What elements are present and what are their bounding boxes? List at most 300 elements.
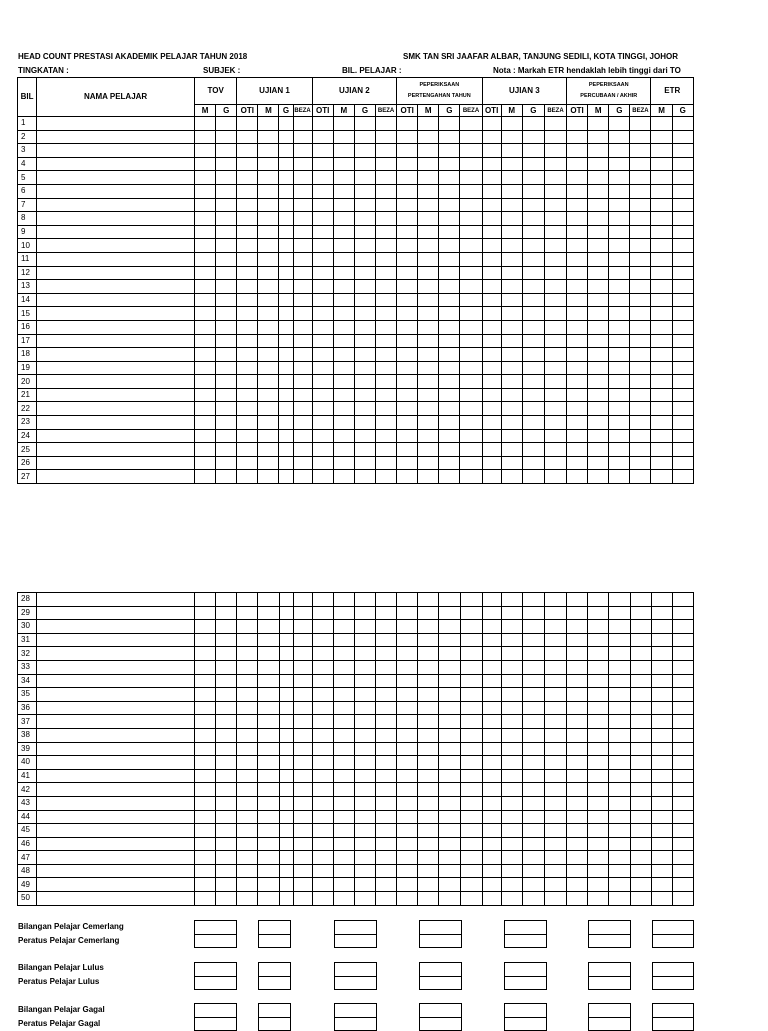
mark-cell[interactable] [279, 701, 293, 715]
mark-cell[interactable] [567, 225, 588, 239]
mark-cell[interactable] [651, 837, 672, 851]
mark-cell[interactable] [216, 647, 237, 661]
mark-cell[interactable] [522, 198, 544, 212]
mark-cell[interactable] [545, 810, 567, 824]
summary-input-box[interactable] [334, 962, 377, 990]
mark-cell[interactable] [397, 701, 418, 715]
mark-cell[interactable] [630, 117, 651, 131]
mark-cell[interactable] [258, 184, 279, 198]
mark-cell[interactable] [567, 456, 588, 470]
mark-cell[interactable] [651, 348, 672, 362]
mark-cell[interactable] [544, 456, 566, 470]
mark-cell[interactable] [195, 715, 216, 729]
mark-cell[interactable] [630, 252, 651, 266]
mark-cell[interactable] [333, 769, 354, 783]
mark-cell[interactable] [651, 144, 672, 158]
mark-cell[interactable] [333, 783, 354, 797]
mark-cell[interactable] [333, 307, 354, 321]
mark-cell[interactable] [333, 470, 354, 484]
mark-cell[interactable] [293, 647, 312, 661]
mark-cell[interactable] [482, 728, 501, 742]
mark-cell[interactable] [630, 620, 651, 634]
mark-cell[interactable] [545, 878, 567, 892]
student-name-cell[interactable] [37, 796, 195, 810]
mark-cell[interactable] [630, 402, 651, 416]
mark-cell[interactable] [354, 470, 375, 484]
mark-cell[interactable] [195, 688, 216, 702]
mark-cell[interactable] [672, 117, 693, 131]
mark-cell[interactable] [651, 266, 672, 280]
mark-cell[interactable] [216, 783, 237, 797]
mark-cell[interactable] [630, 593, 651, 607]
mark-cell[interactable] [522, 456, 544, 470]
mark-cell[interactable] [630, 796, 651, 810]
mark-cell[interactable] [293, 620, 312, 634]
mark-cell[interactable] [567, 402, 588, 416]
mark-cell[interactable] [567, 783, 588, 797]
mark-cell[interactable] [333, 239, 354, 253]
mark-cell[interactable] [672, 824, 693, 838]
mark-cell[interactable] [195, 171, 216, 185]
student-name-cell[interactable] [37, 837, 195, 851]
mark-cell[interactable] [312, 633, 333, 647]
mark-cell[interactable] [439, 239, 460, 253]
mark-cell[interactable] [630, 361, 651, 375]
mark-cell[interactable] [630, 851, 651, 865]
mark-cell[interactable] [354, 647, 375, 661]
mark-cell[interactable] [630, 756, 651, 770]
mark-cell[interactable] [567, 416, 588, 430]
mark-cell[interactable] [375, 117, 396, 131]
mark-cell[interactable] [630, 824, 651, 838]
mark-cell[interactable] [567, 769, 588, 783]
student-name-cell[interactable] [37, 361, 195, 375]
mark-cell[interactable] [312, 715, 333, 729]
student-name-cell[interactable] [37, 810, 195, 824]
mark-cell[interactable] [397, 688, 418, 702]
mark-cell[interactable] [258, 769, 279, 783]
mark-cell[interactable] [216, 796, 237, 810]
mark-cell[interactable] [609, 470, 630, 484]
mark-cell[interactable] [460, 252, 482, 266]
student-name-cell[interactable] [37, 688, 195, 702]
mark-cell[interactable] [630, 864, 651, 878]
summary-input-box[interactable] [652, 962, 694, 990]
student-name-cell[interactable] [37, 728, 195, 742]
mark-cell[interactable] [482, 647, 501, 661]
mark-cell[interactable] [397, 742, 418, 756]
mark-cell[interactable] [482, 824, 501, 838]
mark-cell[interactable] [237, 688, 258, 702]
mark-cell[interactable] [501, 878, 522, 892]
mark-cell[interactable] [293, 239, 312, 253]
mark-cell[interactable] [258, 660, 279, 674]
mark-cell[interactable] [375, 361, 396, 375]
mark-cell[interactable] [195, 388, 216, 402]
mark-cell[interactable] [482, 171, 501, 185]
mark-cell[interactable] [279, 416, 293, 430]
mark-cell[interactable] [651, 647, 672, 661]
mark-cell[interactable] [609, 742, 630, 756]
mark-cell[interactable] [672, 429, 693, 443]
mark-cell[interactable] [501, 157, 522, 171]
mark-cell[interactable] [293, 130, 312, 144]
mark-cell[interactable] [375, 456, 396, 470]
mark-cell[interactable] [279, 157, 293, 171]
student-name-cell[interactable] [37, 266, 195, 280]
mark-cell[interactable] [672, 280, 693, 294]
mark-cell[interactable] [279, 864, 293, 878]
mark-cell[interactable] [460, 456, 482, 470]
mark-cell[interactable] [258, 130, 279, 144]
mark-cell[interactable] [312, 239, 333, 253]
mark-cell[interactable] [672, 320, 693, 334]
mark-cell[interactable] [439, 361, 460, 375]
mark-cell[interactable] [397, 157, 418, 171]
mark-cell[interactable] [651, 593, 672, 607]
student-name-cell[interactable] [37, 756, 195, 770]
mark-cell[interactable] [501, 620, 522, 634]
mark-cell[interactable] [439, 688, 460, 702]
student-name-cell[interactable] [37, 864, 195, 878]
mark-cell[interactable] [544, 117, 566, 131]
mark-cell[interactable] [397, 252, 418, 266]
mark-cell[interactable] [293, 769, 312, 783]
mark-cell[interactable] [651, 402, 672, 416]
mark-cell[interactable] [588, 388, 609, 402]
mark-cell[interactable] [258, 225, 279, 239]
mark-cell[interactable] [333, 320, 354, 334]
mark-cell[interactable] [279, 307, 293, 321]
mark-cell[interactable] [482, 456, 501, 470]
mark-cell[interactable] [609, 416, 630, 430]
mark-cell[interactable] [376, 728, 397, 742]
mark-cell[interactable] [460, 348, 482, 362]
mark-cell[interactable] [216, 742, 237, 756]
mark-cell[interactable] [418, 633, 439, 647]
mark-cell[interactable] [279, 225, 293, 239]
mark-cell[interactable] [501, 756, 522, 770]
student-name-cell[interactable] [37, 715, 195, 729]
mark-cell[interactable] [216, 864, 237, 878]
mark-cell[interactable] [651, 470, 672, 484]
mark-cell[interactable] [418, 198, 439, 212]
mark-cell[interactable] [216, 130, 237, 144]
mark-cell[interactable] [293, 837, 312, 851]
mark-cell[interactable] [522, 443, 544, 457]
mark-cell[interactable] [567, 280, 588, 294]
student-name-cell[interactable] [37, 171, 195, 185]
mark-cell[interactable] [216, 728, 237, 742]
mark-cell[interactable] [672, 307, 693, 321]
mark-cell[interactable] [522, 320, 544, 334]
mark-cell[interactable] [293, 606, 312, 620]
mark-cell[interactable] [376, 593, 397, 607]
mark-cell[interactable] [588, 593, 609, 607]
mark-cell[interactable] [460, 144, 482, 158]
mark-cell[interactable] [312, 334, 333, 348]
mark-cell[interactable] [482, 361, 501, 375]
mark-cell[interactable] [544, 307, 566, 321]
mark-cell[interactable] [588, 280, 609, 294]
mark-cell[interactable] [418, 252, 439, 266]
mark-cell[interactable] [439, 647, 460, 661]
mark-cell[interactable] [237, 824, 258, 838]
mark-cell[interactable] [237, 361, 258, 375]
mark-cell[interactable] [630, 144, 651, 158]
mark-cell[interactable] [397, 117, 418, 131]
mark-cell[interactable] [567, 824, 588, 838]
mark-cell[interactable] [609, 701, 630, 715]
mark-cell[interactable] [333, 429, 354, 443]
mark-cell[interactable] [375, 334, 396, 348]
mark-cell[interactable] [501, 184, 522, 198]
mark-cell[interactable] [216, 837, 237, 851]
mark-cell[interactable] [333, 715, 354, 729]
student-name-cell[interactable] [37, 416, 195, 430]
mark-cell[interactable] [418, 416, 439, 430]
mark-cell[interactable] [237, 892, 258, 906]
mark-cell[interactable] [482, 157, 501, 171]
mark-cell[interactable] [567, 443, 588, 457]
mark-cell[interactable] [258, 878, 279, 892]
mark-cell[interactable] [588, 796, 609, 810]
mark-cell[interactable] [312, 620, 333, 634]
mark-cell[interactable] [258, 688, 279, 702]
mark-cell[interactable] [630, 375, 651, 389]
mark-cell[interactable] [293, 184, 312, 198]
mark-cell[interactable] [567, 728, 588, 742]
mark-cell[interactable] [501, 198, 522, 212]
mark-cell[interactable] [460, 280, 482, 294]
summary-input-box[interactable] [258, 962, 291, 990]
mark-cell[interactable] [567, 660, 588, 674]
mark-cell[interactable] [237, 674, 258, 688]
mark-cell[interactable] [293, 810, 312, 824]
mark-cell[interactable] [216, 715, 237, 729]
mark-cell[interactable] [609, 824, 630, 838]
mark-cell[interactable] [375, 388, 396, 402]
mark-cell[interactable] [609, 674, 630, 688]
mark-cell[interactable] [651, 157, 672, 171]
mark-cell[interactable] [651, 783, 672, 797]
summary-input-box[interactable] [588, 962, 631, 990]
mark-cell[interactable] [672, 810, 693, 824]
mark-cell[interactable] [567, 320, 588, 334]
mark-cell[interactable] [439, 348, 460, 362]
mark-cell[interactable] [567, 470, 588, 484]
mark-cell[interactable] [397, 633, 418, 647]
mark-cell[interactable] [630, 429, 651, 443]
mark-cell[interactable] [588, 456, 609, 470]
mark-cell[interactable] [482, 470, 501, 484]
mark-cell[interactable] [333, 171, 354, 185]
mark-cell[interactable] [439, 824, 460, 838]
student-name-cell[interactable] [37, 239, 195, 253]
mark-cell[interactable] [672, 796, 693, 810]
mark-cell[interactable] [195, 878, 216, 892]
mark-cell[interactable] [651, 225, 672, 239]
mark-cell[interactable] [418, 606, 439, 620]
mark-cell[interactable] [195, 796, 216, 810]
mark-cell[interactable] [567, 212, 588, 226]
mark-cell[interactable] [544, 443, 566, 457]
mark-cell[interactable] [312, 742, 333, 756]
mark-cell[interactable] [588, 620, 609, 634]
mark-cell[interactable] [501, 402, 522, 416]
mark-cell[interactable] [651, 375, 672, 389]
mark-cell[interactable] [609, 878, 630, 892]
mark-cell[interactable] [651, 239, 672, 253]
mark-cell[interactable] [397, 320, 418, 334]
mark-cell[interactable] [216, 824, 237, 838]
mark-cell[interactable] [258, 388, 279, 402]
mark-cell[interactable] [439, 266, 460, 280]
mark-cell[interactable] [293, 688, 312, 702]
mark-cell[interactable] [376, 851, 397, 865]
mark-cell[interactable] [293, 864, 312, 878]
mark-cell[interactable] [258, 320, 279, 334]
mark-cell[interactable] [293, 892, 312, 906]
mark-cell[interactable] [545, 851, 567, 865]
mark-cell[interactable] [588, 266, 609, 280]
mark-cell[interactable] [482, 375, 501, 389]
mark-cell[interactable] [418, 334, 439, 348]
mark-cell[interactable] [460, 688, 482, 702]
mark-cell[interactable] [460, 593, 482, 607]
mark-cell[interactable] [375, 198, 396, 212]
mark-cell[interactable] [651, 756, 672, 770]
mark-cell[interactable] [279, 348, 293, 362]
mark-cell[interactable] [216, 606, 237, 620]
mark-cell[interactable] [651, 171, 672, 185]
mark-cell[interactable] [545, 824, 567, 838]
mark-cell[interactable] [333, 688, 354, 702]
mark-cell[interactable] [293, 402, 312, 416]
mark-cell[interactable] [672, 266, 693, 280]
mark-cell[interactable] [354, 606, 375, 620]
mark-cell[interactable] [588, 783, 609, 797]
mark-cell[interactable] [501, 837, 522, 851]
mark-cell[interactable] [293, 443, 312, 457]
mark-cell[interactable] [237, 470, 258, 484]
mark-cell[interactable] [672, 701, 693, 715]
mark-cell[interactable] [418, 892, 439, 906]
mark-cell[interactable] [567, 361, 588, 375]
mark-cell[interactable] [609, 320, 630, 334]
mark-cell[interactable] [630, 388, 651, 402]
mark-cell[interactable] [333, 606, 354, 620]
mark-cell[interactable] [195, 593, 216, 607]
mark-cell[interactable] [460, 756, 482, 770]
mark-cell[interactable] [522, 388, 544, 402]
mark-cell[interactable] [237, 837, 258, 851]
mark-cell[interactable] [279, 239, 293, 253]
mark-cell[interactable] [258, 171, 279, 185]
mark-cell[interactable] [439, 728, 460, 742]
mark-cell[interactable] [279, 769, 293, 783]
mark-cell[interactable] [279, 837, 293, 851]
mark-cell[interactable] [237, 456, 258, 470]
mark-cell[interactable] [460, 796, 482, 810]
student-name-cell[interactable] [37, 701, 195, 715]
mark-cell[interactable] [588, 252, 609, 266]
mark-cell[interactable] [609, 715, 630, 729]
mark-cell[interactable] [672, 647, 693, 661]
mark-cell[interactable] [312, 756, 333, 770]
mark-cell[interactable] [418, 810, 439, 824]
mark-cell[interactable] [439, 429, 460, 443]
mark-cell[interactable] [195, 633, 216, 647]
mark-cell[interactable] [216, 878, 237, 892]
mark-cell[interactable] [439, 864, 460, 878]
mark-cell[interactable] [258, 810, 279, 824]
mark-cell[interactable] [672, 388, 693, 402]
mark-cell[interactable] [567, 715, 588, 729]
mark-cell[interactable] [279, 375, 293, 389]
mark-cell[interactable] [376, 701, 397, 715]
mark-cell[interactable] [522, 375, 544, 389]
mark-cell[interactable] [482, 117, 501, 131]
mark-cell[interactable] [195, 429, 216, 443]
mark-cell[interactable] [672, 606, 693, 620]
mark-cell[interactable] [482, 144, 501, 158]
mark-cell[interactable] [609, 620, 630, 634]
mark-cell[interactable] [545, 756, 567, 770]
mark-cell[interactable] [354, 593, 375, 607]
mark-cell[interactable] [609, 647, 630, 661]
mark-cell[interactable] [630, 688, 651, 702]
mark-cell[interactable] [375, 293, 396, 307]
mark-cell[interactable] [672, 198, 693, 212]
mark-cell[interactable] [279, 130, 293, 144]
mark-cell[interactable] [333, 402, 354, 416]
mark-cell[interactable] [588, 742, 609, 756]
mark-cell[interactable] [333, 388, 354, 402]
mark-cell[interactable] [354, 402, 375, 416]
mark-cell[interactable] [354, 783, 375, 797]
mark-cell[interactable] [522, 769, 544, 783]
mark-cell[interactable] [630, 783, 651, 797]
mark-cell[interactable] [216, 769, 237, 783]
mark-cell[interactable] [522, 212, 544, 226]
mark-cell[interactable] [439, 280, 460, 294]
mark-cell[interactable] [501, 252, 522, 266]
mark-cell[interactable] [195, 280, 216, 294]
mark-cell[interactable] [354, 130, 375, 144]
mark-cell[interactable] [258, 239, 279, 253]
mark-cell[interactable] [630, 212, 651, 226]
summary-input-box[interactable] [194, 920, 237, 948]
mark-cell[interactable] [460, 307, 482, 321]
mark-cell[interactable] [354, 688, 375, 702]
mark-cell[interactable] [333, 660, 354, 674]
mark-cell[interactable] [567, 810, 588, 824]
mark-cell[interactable] [501, 606, 522, 620]
mark-cell[interactable] [258, 117, 279, 131]
mark-cell[interactable] [354, 198, 375, 212]
mark-cell[interactable] [237, 280, 258, 294]
mark-cell[interactable] [588, 416, 609, 430]
mark-cell[interactable] [279, 756, 293, 770]
mark-cell[interactable] [482, 593, 501, 607]
mark-cell[interactable] [376, 715, 397, 729]
mark-cell[interactable] [651, 606, 672, 620]
mark-cell[interactable] [630, 470, 651, 484]
mark-cell[interactable] [258, 728, 279, 742]
mark-cell[interactable] [397, 212, 418, 226]
mark-cell[interactable] [501, 307, 522, 321]
